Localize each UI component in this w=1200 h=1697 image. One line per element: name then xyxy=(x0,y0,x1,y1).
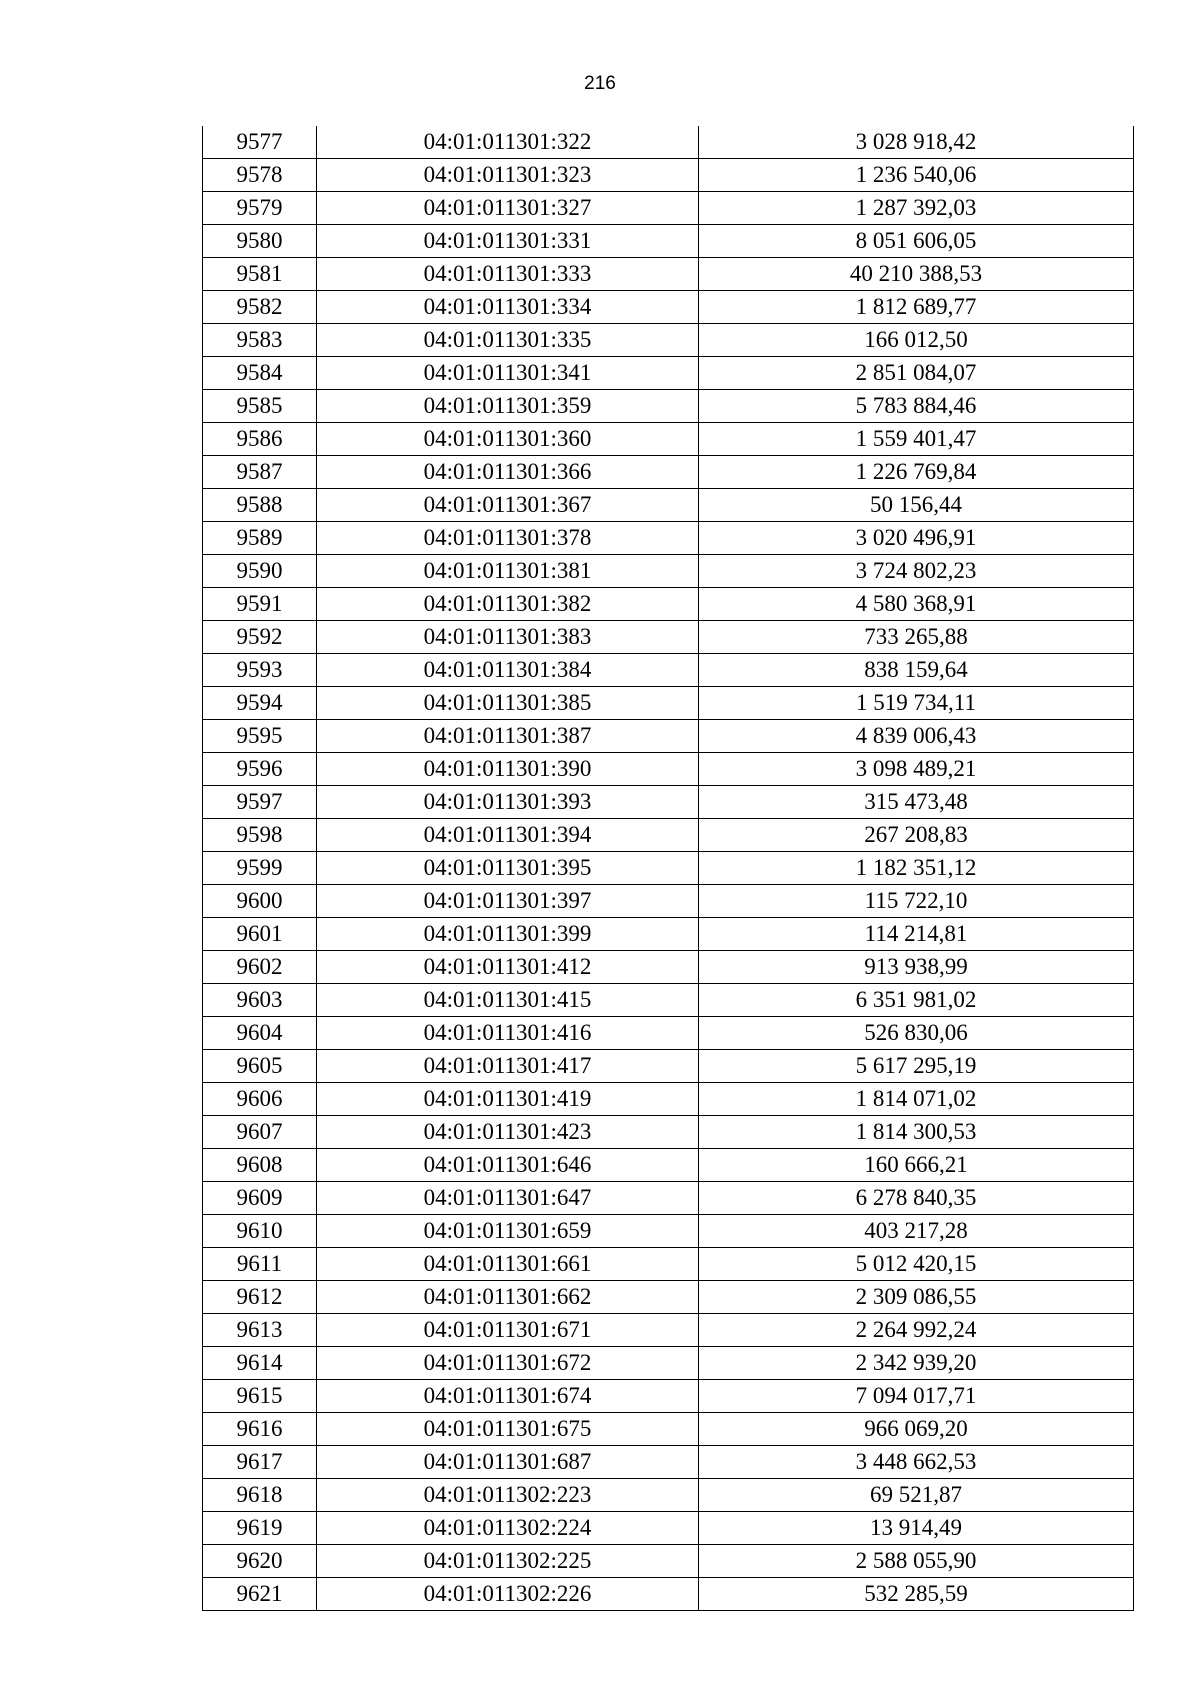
cadastral-value-cell: 3 020 496,91 xyxy=(699,522,1134,555)
row-number-cell: 9610 xyxy=(203,1215,317,1248)
row-number-cell: 9593 xyxy=(203,654,317,687)
cadastral-value-cell: 2 264 992,24 xyxy=(699,1314,1134,1347)
cadastral-number-cell: 04:01:011301:675 xyxy=(317,1413,699,1446)
page-number: 216 xyxy=(584,73,616,94)
cadastral-number-cell: 04:01:011301:360 xyxy=(317,423,699,456)
cadastral-value-cell: 733 265,88 xyxy=(699,621,1134,654)
cadastral-value-cell: 2 588 055,90 xyxy=(699,1545,1134,1578)
cadastral-value-cell: 2 851 084,07 xyxy=(699,357,1134,390)
cadastral-value-cell: 13 914,49 xyxy=(699,1512,1134,1545)
cadastral-value-cell: 2 342 939,20 xyxy=(699,1347,1134,1380)
cadastral-value-cell: 267 208,83 xyxy=(699,819,1134,852)
row-number-cell: 9584 xyxy=(203,357,317,390)
cadastral-value-cell: 838 159,64 xyxy=(699,654,1134,687)
row-number-cell: 9583 xyxy=(203,324,317,357)
cadastral-value-table xyxy=(202,126,1133,1611)
cadastral-value-cell: 6 278 840,35 xyxy=(699,1182,1134,1215)
cadastral-value-cell: 315 473,48 xyxy=(699,786,1134,819)
row-number-cell: 9597 xyxy=(203,786,317,819)
cadastral-value-cell: 115 722,10 xyxy=(699,885,1134,918)
cadastral-value-cell: 166 012,50 xyxy=(699,324,1134,357)
cadastral-number-cell: 04:01:011301:412 xyxy=(317,951,699,984)
cadastral-value-cell: 3 028 918,42 xyxy=(699,126,1134,159)
row-number-cell: 9616 xyxy=(203,1413,317,1446)
cadastral-value-cell: 1 182 351,12 xyxy=(699,852,1134,885)
cadastral-number-cell: 04:01:011301:366 xyxy=(317,456,699,489)
cadastral-number-cell: 04:01:011301:382 xyxy=(317,588,699,621)
table-row xyxy=(203,819,1134,852)
cadastral-number-cell: 04:01:011301:322 xyxy=(317,126,699,159)
row-number-cell: 9582 xyxy=(203,291,317,324)
table-row xyxy=(203,1578,1134,1611)
cadastral-number-cell: 04:01:011301:367 xyxy=(317,489,699,522)
cadastral-value-cell: 3 724 802,23 xyxy=(699,555,1134,588)
table-row xyxy=(203,1281,1134,1314)
row-number-cell: 9601 xyxy=(203,918,317,951)
cadastral-value-cell: 403 217,28 xyxy=(699,1215,1134,1248)
cadastral-number-cell: 04:01:011301:384 xyxy=(317,654,699,687)
cadastral-number-cell: 04:01:011301:394 xyxy=(317,819,699,852)
table-row xyxy=(203,1446,1134,1479)
table-row xyxy=(203,753,1134,786)
table-row xyxy=(203,687,1134,720)
table-row xyxy=(203,1182,1134,1215)
table-row xyxy=(203,1149,1134,1182)
table-row xyxy=(203,291,1134,324)
cadastral-number-cell: 04:01:011302:224 xyxy=(317,1512,699,1545)
table-row xyxy=(203,555,1134,588)
row-number-cell: 9602 xyxy=(203,951,317,984)
row-number-cell: 9577 xyxy=(203,126,317,159)
cadastral-number-cell: 04:01:011301:381 xyxy=(317,555,699,588)
table-row xyxy=(203,720,1134,753)
row-number-cell: 9596 xyxy=(203,753,317,786)
data-table xyxy=(202,126,1134,1611)
cadastral-number-cell: 04:01:011302:226 xyxy=(317,1578,699,1611)
table-row xyxy=(203,423,1134,456)
row-number-cell: 9617 xyxy=(203,1446,317,1479)
row-number-cell: 9585 xyxy=(203,390,317,423)
row-number-cell: 9609 xyxy=(203,1182,317,1215)
table-row xyxy=(203,357,1134,390)
table-row xyxy=(203,951,1134,984)
row-number-cell: 9615 xyxy=(203,1380,317,1413)
table-row xyxy=(203,225,1134,258)
cadastral-number-cell: 04:01:011301:393 xyxy=(317,786,699,819)
table-row xyxy=(203,984,1134,1017)
cadastral-value-cell: 5 783 884,46 xyxy=(699,390,1134,423)
cadastral-number-cell: 04:01:011301:378 xyxy=(317,522,699,555)
table-row xyxy=(203,1050,1134,1083)
row-number-cell: 9614 xyxy=(203,1347,317,1380)
table-row xyxy=(203,324,1134,357)
cadastral-value-cell: 3 098 489,21 xyxy=(699,753,1134,786)
table-row xyxy=(203,522,1134,555)
table-row xyxy=(203,1380,1134,1413)
cadastral-number-cell: 04:01:011301:646 xyxy=(317,1149,699,1182)
cadastral-value-cell: 50 156,44 xyxy=(699,489,1134,522)
table-row xyxy=(203,786,1134,819)
cadastral-number-cell: 04:01:011301:323 xyxy=(317,159,699,192)
cadastral-value-cell: 2 309 086,55 xyxy=(699,1281,1134,1314)
row-number-cell: 9590 xyxy=(203,555,317,588)
cadastral-value-cell: 1 519 734,11 xyxy=(699,687,1134,720)
cadastral-number-cell: 04:01:011301:341 xyxy=(317,357,699,390)
cadastral-value-cell: 966 069,20 xyxy=(699,1413,1134,1446)
table-body xyxy=(203,126,1134,1611)
cadastral-number-cell: 04:01:011301:659 xyxy=(317,1215,699,1248)
cadastral-number-cell: 04:01:011301:333 xyxy=(317,258,699,291)
cadastral-number-cell: 04:01:011301:390 xyxy=(317,753,699,786)
table-row xyxy=(203,588,1134,621)
cadastral-number-cell: 04:01:011301:661 xyxy=(317,1248,699,1281)
row-number-cell: 9607 xyxy=(203,1116,317,1149)
cadastral-value-cell: 7 094 017,71 xyxy=(699,1380,1134,1413)
table-row xyxy=(203,456,1134,489)
table-row xyxy=(203,621,1134,654)
cadastral-number-cell: 04:01:011301:419 xyxy=(317,1083,699,1116)
cadastral-number-cell: 04:01:011301:359 xyxy=(317,390,699,423)
table-row xyxy=(203,1512,1134,1545)
row-number-cell: 9579 xyxy=(203,192,317,225)
cadastral-value-cell: 1 236 540,06 xyxy=(699,159,1134,192)
cadastral-number-cell: 04:01:011301:383 xyxy=(317,621,699,654)
table-row xyxy=(203,1215,1134,1248)
cadastral-number-cell: 04:01:011301:415 xyxy=(317,984,699,1017)
table-row xyxy=(203,390,1134,423)
cadastral-number-cell: 04:01:011301:417 xyxy=(317,1050,699,1083)
row-number-cell: 9581 xyxy=(203,258,317,291)
cadastral-value-cell: 4 580 368,91 xyxy=(699,588,1134,621)
cadastral-value-cell: 532 285,59 xyxy=(699,1578,1134,1611)
row-number-cell: 9595 xyxy=(203,720,317,753)
row-number-cell: 9606 xyxy=(203,1083,317,1116)
cadastral-value-cell: 1 559 401,47 xyxy=(699,423,1134,456)
cadastral-number-cell: 04:01:011302:223 xyxy=(317,1479,699,1512)
row-number-cell: 9611 xyxy=(203,1248,317,1281)
row-number-cell: 9580 xyxy=(203,225,317,258)
cadastral-number-cell: 04:01:011301:399 xyxy=(317,918,699,951)
row-number-cell: 9605 xyxy=(203,1050,317,1083)
cadastral-number-cell: 04:01:011301:672 xyxy=(317,1347,699,1380)
cadastral-value-cell: 6 351 981,02 xyxy=(699,984,1134,1017)
cadastral-number-cell: 04:01:011301:387 xyxy=(317,720,699,753)
cadastral-value-cell: 4 839 006,43 xyxy=(699,720,1134,753)
row-number-cell: 9586 xyxy=(203,423,317,456)
table-row xyxy=(203,258,1134,291)
table-row xyxy=(203,885,1134,918)
cadastral-number-cell: 04:01:011301:662 xyxy=(317,1281,699,1314)
cadastral-value-cell: 114 214,81 xyxy=(699,918,1134,951)
cadastral-value-cell: 40 210 388,53 xyxy=(699,258,1134,291)
table-row xyxy=(203,654,1134,687)
cadastral-value-cell: 1 226 769,84 xyxy=(699,456,1134,489)
cadastral-number-cell: 04:01:011301:423 xyxy=(317,1116,699,1149)
row-number-cell: 9620 xyxy=(203,1545,317,1578)
row-number-cell: 9600 xyxy=(203,885,317,918)
row-number-cell: 9612 xyxy=(203,1281,317,1314)
cadastral-number-cell: 04:01:011301:674 xyxy=(317,1380,699,1413)
row-number-cell: 9621 xyxy=(203,1578,317,1611)
row-number-cell: 9589 xyxy=(203,522,317,555)
table-row xyxy=(203,918,1134,951)
cadastral-number-cell: 04:01:011301:334 xyxy=(317,291,699,324)
cadastral-number-cell: 04:01:011302:225 xyxy=(317,1545,699,1578)
table-row xyxy=(203,1017,1134,1050)
cadastral-number-cell: 04:01:011301:647 xyxy=(317,1182,699,1215)
table-row xyxy=(203,159,1134,192)
cadastral-value-cell: 160 666,21 xyxy=(699,1149,1134,1182)
row-number-cell: 9598 xyxy=(203,819,317,852)
cadastral-value-cell: 1 812 689,77 xyxy=(699,291,1134,324)
cadastral-value-cell: 1 287 392,03 xyxy=(699,192,1134,225)
row-number-cell: 9599 xyxy=(203,852,317,885)
row-number-cell: 9594 xyxy=(203,687,317,720)
table-row xyxy=(203,1083,1134,1116)
row-number-cell: 9618 xyxy=(203,1479,317,1512)
cadastral-number-cell: 04:01:011301:397 xyxy=(317,885,699,918)
cadastral-value-cell: 526 830,06 xyxy=(699,1017,1134,1050)
cadastral-number-cell: 04:01:011301:331 xyxy=(317,225,699,258)
row-number-cell: 9608 xyxy=(203,1149,317,1182)
cadastral-number-cell: 04:01:011301:385 xyxy=(317,687,699,720)
cadastral-value-cell: 8 051 606,05 xyxy=(699,225,1134,258)
row-number-cell: 9588 xyxy=(203,489,317,522)
cadastral-value-cell: 1 814 300,53 xyxy=(699,1116,1134,1149)
row-number-cell: 9619 xyxy=(203,1512,317,1545)
table-row xyxy=(203,126,1134,159)
table-row xyxy=(203,1479,1134,1512)
row-number-cell: 9603 xyxy=(203,984,317,1017)
table-row xyxy=(203,1413,1134,1446)
table-row xyxy=(203,1116,1134,1149)
cadastral-value-cell: 1 814 071,02 xyxy=(699,1083,1134,1116)
cadastral-number-cell: 04:01:011301:327 xyxy=(317,192,699,225)
cadastral-number-cell: 04:01:011301:395 xyxy=(317,852,699,885)
table-row xyxy=(203,1545,1134,1578)
cadastral-value-cell: 69 521,87 xyxy=(699,1479,1134,1512)
cadastral-number-cell: 04:01:011301:335 xyxy=(317,324,699,357)
cadastral-value-cell: 913 938,99 xyxy=(699,951,1134,984)
cadastral-number-cell: 04:01:011301:671 xyxy=(317,1314,699,1347)
table-row xyxy=(203,852,1134,885)
row-number-cell: 9613 xyxy=(203,1314,317,1347)
row-number-cell: 9591 xyxy=(203,588,317,621)
cadastral-number-cell: 04:01:011301:687 xyxy=(317,1446,699,1479)
cadastral-value-cell: 5 617 295,19 xyxy=(699,1050,1134,1083)
table-row xyxy=(203,1347,1134,1380)
row-number-cell: 9587 xyxy=(203,456,317,489)
row-number-cell: 9592 xyxy=(203,621,317,654)
table-row xyxy=(203,489,1134,522)
row-number-cell: 9604 xyxy=(203,1017,317,1050)
table-row xyxy=(203,1248,1134,1281)
cadastral-number-cell: 04:01:011301:416 xyxy=(317,1017,699,1050)
table-row xyxy=(203,1314,1134,1347)
table-row xyxy=(203,192,1134,225)
row-number-cell: 9578 xyxy=(203,159,317,192)
cadastral-value-cell: 5 012 420,15 xyxy=(699,1248,1134,1281)
cadastral-value-cell: 3 448 662,53 xyxy=(699,1446,1134,1479)
